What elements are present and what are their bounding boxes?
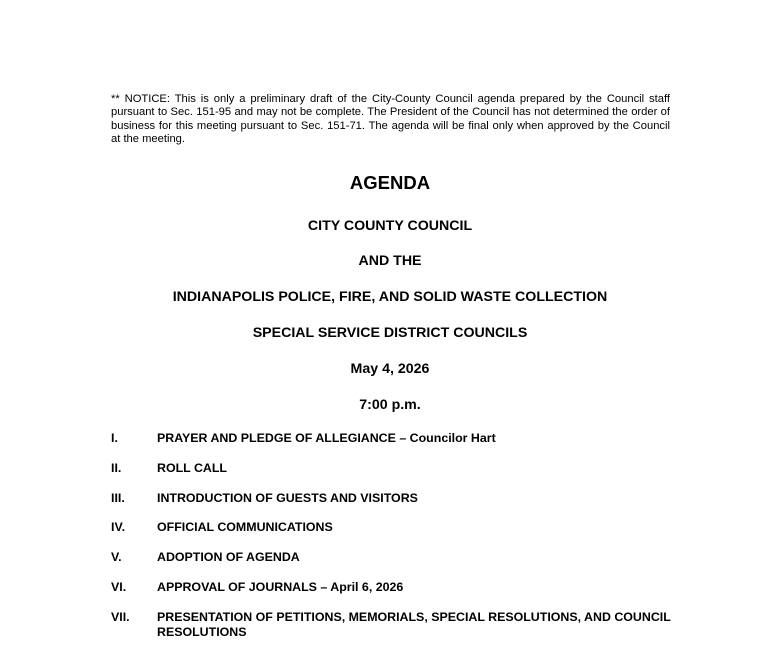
heading-and-the: AND THE xyxy=(358,253,422,269)
agenda-item-number: I. xyxy=(111,431,118,445)
heading-city-county-council: CITY COUNTY COUNCIL xyxy=(307,218,473,234)
agenda-item-number: II. xyxy=(111,461,122,475)
meeting-date: May 4, 2026 xyxy=(350,361,430,377)
agenda-item-text: PRESENTATION OF PETITIONS, MEMORIALS, SPECIAL RESOLUTIONS, AND COUNCIL RESOLUTIONS xyxy=(157,610,671,639)
agenda-item-text: ROLL CALL xyxy=(157,461,227,475)
agenda-item-text: INTRODUCTION OF GUESTS AND VISITORS xyxy=(157,491,418,505)
agenda-item-number: V. xyxy=(111,550,122,564)
agenda-item-text: ADOPTION OF AGENDA xyxy=(157,550,300,564)
agenda-item-text: OFFICIAL COMMUNICATIONS xyxy=(157,520,333,534)
agenda-item-number: IV. xyxy=(111,520,126,534)
preliminary-notice: ** NOTICE: This is only a preliminary draft of the City-County Council agenda prepared by the Council staff pursuant to Sec. 151-95 and may not be complete. The President of the Council has not determined the order of business for this meeting pursuant to Sec. 151-71. The agenda will be final only when approved by the Council at the meeting. xyxy=(111,93,670,146)
agenda-title: AGENDA xyxy=(349,172,431,193)
heading-special-districts: INDIANAPOLIS POLICE, FIRE, AND SOLID WASTE COLLECTION xyxy=(172,289,608,305)
agenda-item-number: VII. xyxy=(111,610,130,624)
agenda-item-number: VI. xyxy=(111,580,127,594)
agenda-item-text: PRAYER AND PLEDGE OF ALLEGIANCE – Councilor Hart xyxy=(157,431,496,445)
agenda-item-text: APPROVAL OF JOURNALS – April 6, 2026 xyxy=(157,580,404,594)
heading-district-councils: SPECIAL SERVICE DISTRICT COUNCILS xyxy=(252,325,528,341)
meeting-time: 7:00 p.m. xyxy=(359,397,421,413)
agenda-item-number: III. xyxy=(111,491,125,505)
